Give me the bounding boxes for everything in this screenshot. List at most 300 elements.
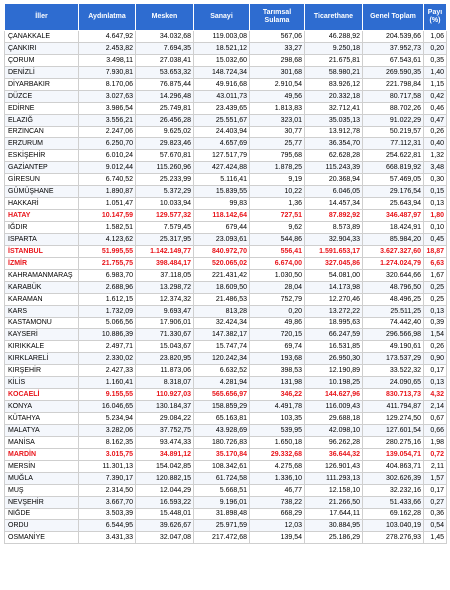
cell-sanayi: 5.668,51 (194, 484, 250, 496)
cell-il: ÇANAKKALE (5, 31, 79, 43)
cell-il: MANİSA (5, 436, 79, 448)
cell-genel-toplam: 48.496,25 (363, 293, 424, 305)
cell-ticarethane: 26.950,30 (305, 353, 363, 365)
cell-mesken: 130.184,37 (136, 401, 194, 413)
cell-sanayi: 5.116,41 (194, 174, 250, 186)
cell-genel-toplam: 278.276,93 (363, 532, 424, 544)
table-body (5, 31, 447, 544)
cell-ticarethane: 96.262,28 (305, 436, 363, 448)
cell-il: KONYA (5, 401, 79, 413)
cell-tarimsal-sulama: 1.813,83 (250, 102, 305, 114)
cell-ticarethane: 20.368,94 (305, 174, 363, 186)
cell-tarimsal-sulama: 29.332,68 (250, 448, 305, 460)
cell-sanayi: 43.928,69 (194, 424, 250, 436)
cell-genel-toplam: 91.022,29 (363, 114, 424, 126)
cell-aydinlatma: 3.667,70 (79, 496, 136, 508)
cell-tarimsal-sulama: 33,27 (250, 42, 305, 54)
table-row (5, 245, 447, 257)
cell-genel-toplam: 204.539,66 (363, 31, 424, 43)
cell-il: KIRIKKALE (5, 341, 79, 353)
cell-aydinlatma: 1.582,51 (79, 222, 136, 234)
cell-payi: 0,30 (424, 174, 447, 186)
cell-il: GİRESUN (5, 174, 79, 186)
cell-ticarethane: 66.247,59 (305, 329, 363, 341)
table-row (5, 472, 447, 484)
cell-il: KAHRAMANMARAŞ (5, 269, 79, 281)
table-header-row (5, 4, 447, 31)
cell-sanayi: 118.142,64 (194, 210, 250, 222)
cell-mesken: 9.693,47 (136, 305, 194, 317)
cell-mesken: 7.694,35 (136, 42, 194, 54)
table-row (5, 281, 447, 293)
cell-genel-toplam: 77.112,31 (363, 138, 424, 150)
cell-payi: 0,72 (424, 448, 447, 460)
cell-ticarethane: 29.688,18 (305, 413, 363, 425)
table-row (5, 293, 447, 305)
cell-ticarethane: 20.332,18 (305, 90, 363, 102)
cell-mesken: 10.033,94 (136, 198, 194, 210)
cell-mesken: 37.118,05 (136, 269, 194, 281)
cell-genel-toplam: 173.537,29 (363, 353, 424, 365)
cell-payi: 3,48 (424, 162, 447, 174)
cell-payi: 1,67 (424, 269, 447, 281)
cell-sanayi: 108.342,61 (194, 460, 250, 472)
cell-il: KARABÜK (5, 281, 79, 293)
cell-il: OSMANİYE (5, 532, 79, 544)
table-row (5, 257, 447, 269)
cell-mesken: 17.906,01 (136, 317, 194, 329)
cell-il: MERSİN (5, 460, 79, 472)
cell-sanayi: 32.424,34 (194, 317, 250, 329)
cell-tarimsal-sulama: 668,29 (250, 508, 305, 520)
cell-genel-toplam: 411.794,87 (363, 401, 424, 413)
cell-aydinlatma: 3.556,21 (79, 114, 136, 126)
cell-sanayi: 4.657,69 (194, 138, 250, 150)
cell-payi: 0,20 (424, 42, 447, 54)
cell-mesken: 57.670,81 (136, 150, 194, 162)
cell-il: EDİRNE (5, 102, 79, 114)
cell-sanayi: 49.916,68 (194, 78, 250, 90)
cell-tarimsal-sulama: 28,04 (250, 281, 305, 293)
cell-aydinlatma: 4.123,62 (79, 233, 136, 245)
cell-aydinlatma: 2.314,50 (79, 484, 136, 496)
cell-mesken: 25.749,81 (136, 102, 194, 114)
cell-aydinlatma: 21.755,75 (79, 257, 136, 269)
cell-il: KIRKLARELİ (5, 353, 79, 365)
cell-il: KOCAELİ (5, 389, 79, 401)
cell-tarimsal-sulama: 1.878,25 (250, 162, 305, 174)
table-row (5, 269, 447, 281)
cell-aydinlatma: 5.234,94 (79, 413, 136, 425)
cell-aydinlatma: 3.431,33 (79, 532, 136, 544)
table-row (5, 126, 447, 138)
cell-sanayi: 221.431,42 (194, 269, 250, 281)
cell-aydinlatma: 3.282,06 (79, 424, 136, 436)
cell-ticarethane: 9.250,18 (305, 42, 363, 54)
cell-ticarethane: 6.046,05 (305, 186, 363, 198)
cell-mesken: 29.084,22 (136, 413, 194, 425)
cell-sanayi: 180.726,83 (194, 436, 250, 448)
cell-tarimsal-sulama: 6.674,00 (250, 257, 305, 269)
cell-aydinlatma: 6.740,52 (79, 174, 136, 186)
cell-tarimsal-sulama: 1.650,18 (250, 436, 305, 448)
table-row (5, 42, 447, 54)
cell-mesken: 120.882,15 (136, 472, 194, 484)
cell-sanayi: 813,28 (194, 305, 250, 317)
cell-payi: 0,42 (424, 90, 447, 102)
cell-tarimsal-sulama: 193,68 (250, 353, 305, 365)
cell-tarimsal-sulama: 544,86 (250, 233, 305, 245)
cell-il: KIRŞEHİR (5, 365, 79, 377)
cell-il: IĞDIR (5, 222, 79, 234)
cell-mesken: 8.318,07 (136, 377, 194, 389)
cell-mesken: 9.625,02 (136, 126, 194, 138)
cell-aydinlatma: 6.250,70 (79, 138, 136, 150)
cell-mesken: 32.047,08 (136, 532, 194, 544)
header-il: İller (5, 4, 79, 31)
cell-payi: 0,46 (424, 102, 447, 114)
cell-genel-toplam: 269.590,35 (363, 66, 424, 78)
cell-ticarethane: 42.098,10 (305, 424, 363, 436)
cell-tarimsal-sulama: 30,77 (250, 126, 305, 138)
cell-payi: 0,17 (424, 365, 447, 377)
cell-mesken: 1.142.149,77 (136, 245, 194, 257)
cell-aydinlatma: 7.930,81 (79, 66, 136, 78)
cell-aydinlatma: 5.066,56 (79, 317, 136, 329)
cell-sanayi: 65.163,81 (194, 413, 250, 425)
cell-tarimsal-sulama: 346,22 (250, 389, 305, 401)
cell-payi: 0,10 (424, 222, 447, 234)
cell-ticarethane: 16.531,85 (305, 341, 363, 353)
cell-ticarethane: 58.980,21 (305, 66, 363, 78)
cell-ticarethane: 115.243,39 (305, 162, 363, 174)
cell-sanayi: 99,83 (194, 198, 250, 210)
cell-genel-toplam: 29.176,54 (363, 186, 424, 198)
cell-payi: 1,80 (424, 210, 447, 222)
cell-genel-toplam: 221.798,84 (363, 78, 424, 90)
cell-sanayi: 119.003,08 (194, 31, 250, 43)
cell-genel-toplam: 50.219,57 (363, 126, 424, 138)
cell-payi: 0,15 (424, 186, 447, 198)
cell-aydinlatma: 1.612,15 (79, 293, 136, 305)
cell-genel-toplam: 280.275,16 (363, 436, 424, 448)
cell-payi: 0,39 (424, 317, 447, 329)
table-row (5, 532, 447, 544)
table-row (5, 389, 447, 401)
cell-genel-toplam: 88.702,26 (363, 102, 424, 114)
cell-il: ÇANKIRI (5, 42, 79, 54)
cell-tarimsal-sulama: 46,77 (250, 484, 305, 496)
cell-ticarethane: 46.288,92 (305, 31, 363, 43)
cell-payi: 1,45 (424, 532, 447, 544)
table-row (5, 353, 447, 365)
cell-mesken: 23.820,95 (136, 353, 194, 365)
cell-payi: 2,11 (424, 460, 447, 472)
cell-mesken: 129.577,32 (136, 210, 194, 222)
cell-mesken: 5.372,29 (136, 186, 194, 198)
table-row (5, 210, 447, 222)
cell-ticarethane: 35.035,13 (305, 114, 363, 126)
cell-genel-toplam: 32.232,16 (363, 484, 424, 496)
cell-mesken: 15.043,67 (136, 341, 194, 353)
cell-mesken: 7.579,45 (136, 222, 194, 234)
cell-payi: 0,25 (424, 293, 447, 305)
cell-tarimsal-sulama: 556,41 (250, 245, 305, 257)
table-row (5, 174, 447, 186)
cell-aydinlatma: 2.497,71 (79, 341, 136, 353)
cell-mesken: 37.752,75 (136, 424, 194, 436)
cell-aydinlatma: 6.544,95 (79, 520, 136, 532)
cell-mesken: 154.042,85 (136, 460, 194, 472)
table-row (5, 102, 447, 114)
cell-ticarethane: 32.712,41 (305, 102, 363, 114)
cell-payi: 0,66 (424, 424, 447, 436)
cell-il: HAKKARİ (5, 198, 79, 210)
cell-il: DİYARBAKIR (5, 78, 79, 90)
cell-ticarethane: 8.573,89 (305, 222, 363, 234)
cell-sanayi: 520.065,02 (194, 257, 250, 269)
cell-il: ERZURUM (5, 138, 79, 150)
cell-tarimsal-sulama: 1.030,50 (250, 269, 305, 281)
cell-sanayi: 24.403,94 (194, 126, 250, 138)
cell-genel-toplam: 37.952,73 (363, 42, 424, 54)
cell-payi: 2,14 (424, 401, 447, 413)
table-row (5, 198, 447, 210)
cell-ticarethane: 32.904,33 (305, 233, 363, 245)
cell-ticarethane: 18.995,63 (305, 317, 363, 329)
cell-aydinlatma: 2.427,33 (79, 365, 136, 377)
cell-aydinlatma: 8.170,06 (79, 78, 136, 90)
cell-aydinlatma: 1.051,47 (79, 198, 136, 210)
cell-mesken: 93.474,33 (136, 436, 194, 448)
table-row (5, 54, 447, 66)
cell-aydinlatma: 10.147,59 (79, 210, 136, 222)
cell-mesken: 12.044,29 (136, 484, 194, 496)
cell-il: KARS (5, 305, 79, 317)
table-row (5, 150, 447, 162)
cell-payi: 1,40 (424, 66, 447, 78)
cell-mesken: 29.823,46 (136, 138, 194, 150)
cell-il: DENİZLİ (5, 66, 79, 78)
cell-aydinlatma: 2.688,96 (79, 281, 136, 293)
cell-genel-toplam: 51.433,66 (363, 496, 424, 508)
cell-genel-toplam: 302.626,39 (363, 472, 424, 484)
cell-payi: 0,17 (424, 484, 447, 496)
table-row (5, 162, 447, 174)
cell-sanayi: 15.839,55 (194, 186, 250, 198)
cell-tarimsal-sulama: 69,74 (250, 341, 305, 353)
cell-ticarethane: 111.293,13 (305, 472, 363, 484)
cell-mesken: 110.927,03 (136, 389, 194, 401)
cell-ticarethane: 144.627,96 (305, 389, 363, 401)
cell-ticarethane: 126.901,43 (305, 460, 363, 472)
cell-sanayi: 23.093,61 (194, 233, 250, 245)
cell-ticarethane: 21.675,81 (305, 54, 363, 66)
cell-ticarethane: 13.912,78 (305, 126, 363, 138)
cell-tarimsal-sulama: 298,68 (250, 54, 305, 66)
cell-sanayi: 120.242,34 (194, 353, 250, 365)
cell-genel-toplam: 346.487,97 (363, 210, 424, 222)
cell-ticarethane: 54.081,00 (305, 269, 363, 281)
cell-sanayi: 679,44 (194, 222, 250, 234)
cell-sanayi: 217.472,68 (194, 532, 250, 544)
cell-aydinlatma: 4.647,92 (79, 31, 136, 43)
cell-il: HATAY (5, 210, 79, 222)
cell-aydinlatma: 8.162,35 (79, 436, 136, 448)
cell-tarimsal-sulama: 738,22 (250, 496, 305, 508)
cell-aydinlatma: 3.027,63 (79, 90, 136, 102)
cell-mesken: 11.873,06 (136, 365, 194, 377)
table-row (5, 484, 447, 496)
table-row (5, 66, 447, 78)
cell-il: KÜTAHYA (5, 413, 79, 425)
cell-aydinlatma: 6.983,70 (79, 269, 136, 281)
cell-ticarethane: 14.173,98 (305, 281, 363, 293)
consumption-table-container (4, 3, 446, 544)
cell-tarimsal-sulama: 4.491,78 (250, 401, 305, 413)
table-row (5, 401, 447, 413)
cell-genel-toplam: 668.819,92 (363, 162, 424, 174)
cell-payi: 0,13 (424, 198, 447, 210)
cell-il: NİĞDE (5, 508, 79, 520)
cell-payi: 1,06 (424, 31, 447, 43)
cell-sanayi: 18.609,50 (194, 281, 250, 293)
cell-genel-toplam: 404.863,71 (363, 460, 424, 472)
cell-sanayi: 43.011,73 (194, 90, 250, 102)
cell-sanayi: 15.032,60 (194, 54, 250, 66)
table-row (5, 520, 447, 532)
header-payi: Payı (%) (424, 4, 447, 31)
cell-payi: 0,27 (424, 496, 447, 508)
table-row (5, 365, 447, 377)
table-row (5, 329, 447, 341)
table-row (5, 317, 447, 329)
cell-il: ESKİŞEHİR (5, 150, 79, 162)
cell-tarimsal-sulama: 727,51 (250, 210, 305, 222)
cell-mesken: 34.891,12 (136, 448, 194, 460)
table-row (5, 90, 447, 102)
cell-mesken: 26.456,28 (136, 114, 194, 126)
cell-payi: 1,57 (424, 472, 447, 484)
table-row (5, 460, 447, 472)
cell-ticarethane: 12.270,46 (305, 293, 363, 305)
cell-sanayi: 23.439,65 (194, 102, 250, 114)
cell-payi: 1,32 (424, 150, 447, 162)
cell-genel-toplam: 85.984,20 (363, 233, 424, 245)
table-row (5, 436, 447, 448)
cell-payi: 1,98 (424, 436, 447, 448)
cell-payi: 0,13 (424, 305, 447, 317)
cell-genel-toplam: 49.190,61 (363, 341, 424, 353)
cell-ticarethane: 36.644,32 (305, 448, 363, 460)
cell-genel-toplam: 103.040,19 (363, 520, 424, 532)
cell-il: ORDU (5, 520, 79, 532)
cell-tarimsal-sulama: 4.275,68 (250, 460, 305, 472)
cell-genel-toplam: 254.622,81 (363, 150, 424, 162)
cell-aydinlatma: 3.498,11 (79, 54, 136, 66)
cell-il: KAYSERİ (5, 329, 79, 341)
cell-il: KİLİS (5, 377, 79, 389)
cell-il: ERZİNCAN (5, 126, 79, 138)
cell-sanayi: 25.551,67 (194, 114, 250, 126)
cell-tarimsal-sulama: 131,98 (250, 377, 305, 389)
cell-sanayi: 840.972,70 (194, 245, 250, 257)
cell-mesken: 71.330,67 (136, 329, 194, 341)
cell-il: İSTANBUL (5, 245, 79, 257)
table-row (5, 114, 447, 126)
cell-payi: 6,63 (424, 257, 447, 269)
cell-genel-toplam: 320.644,66 (363, 269, 424, 281)
cell-genel-toplam: 1.274.024,79 (363, 257, 424, 269)
cell-tarimsal-sulama: 398,53 (250, 365, 305, 377)
cell-tarimsal-sulama: 10,22 (250, 186, 305, 198)
cell-ticarethane: 327.045,86 (305, 257, 363, 269)
cell-sanayi: 61.724,58 (194, 472, 250, 484)
cell-ticarethane: 17.644,11 (305, 508, 363, 520)
cell-genel-toplam: 69.162,28 (363, 508, 424, 520)
table-row (5, 448, 447, 460)
cell-sanayi: 147.382,17 (194, 329, 250, 341)
cell-il: DÜZCE (5, 90, 79, 102)
cell-payi: 1,15 (424, 78, 447, 90)
cell-mesken: 76.875,44 (136, 78, 194, 90)
cell-il: NEVŞEHİR (5, 496, 79, 508)
cell-payi: 0,67 (424, 413, 447, 425)
table-row (5, 496, 447, 508)
cell-genel-toplam: 296.566,98 (363, 329, 424, 341)
cell-ticarethane: 83.926,12 (305, 78, 363, 90)
cell-genel-toplam: 48.796,50 (363, 281, 424, 293)
cell-ticarethane: 36.354,70 (305, 138, 363, 150)
cell-sanayi: 6.632,52 (194, 365, 250, 377)
cell-tarimsal-sulama: 0,20 (250, 305, 305, 317)
cell-aydinlatma: 10.886,39 (79, 329, 136, 341)
table-row (5, 508, 447, 520)
table-row (5, 222, 447, 234)
cell-il: MUĞLA (5, 472, 79, 484)
cell-ticarethane: 62.628,28 (305, 150, 363, 162)
cell-tarimsal-sulama: 539,95 (250, 424, 305, 436)
cell-payi: 0,54 (424, 520, 447, 532)
cell-aydinlatma: 9.012,44 (79, 162, 136, 174)
cell-sanayi: 35.170,84 (194, 448, 250, 460)
cell-genel-toplam: 80.717,58 (363, 90, 424, 102)
cell-ticarethane: 13.272,22 (305, 305, 363, 317)
header-aydinlatma: Aydınlatma (79, 4, 136, 31)
header-mesken: Mesken (136, 4, 194, 31)
table-row (5, 233, 447, 245)
cell-tarimsal-sulama: 795,68 (250, 150, 305, 162)
cell-tarimsal-sulama: 301,68 (250, 66, 305, 78)
cell-sanayi: 427.424,88 (194, 162, 250, 174)
cell-il: ÇORUM (5, 54, 79, 66)
cell-genel-toplam: 74.442,40 (363, 317, 424, 329)
cell-genel-toplam: 129.274,50 (363, 413, 424, 425)
cell-payi: 0,45 (424, 233, 447, 245)
cell-mesken: 34.032,68 (136, 31, 194, 43)
cell-aydinlatma: 3.015,75 (79, 448, 136, 460)
header-tarimsal-sulama: Tarımsal Sulama (250, 4, 305, 31)
cell-payi: 4,32 (424, 389, 447, 401)
cell-sanayi: 565.656,97 (194, 389, 250, 401)
cell-tarimsal-sulama: 139,54 (250, 532, 305, 544)
cell-mesken: 25.317,95 (136, 233, 194, 245)
cell-ticarethane: 25.186,29 (305, 532, 363, 544)
cell-genel-toplam: 33.522,32 (363, 365, 424, 377)
cell-aydinlatma: 2.247,06 (79, 126, 136, 138)
cell-genel-toplam: 139.054,71 (363, 448, 424, 460)
cell-payi: 0,25 (424, 281, 447, 293)
